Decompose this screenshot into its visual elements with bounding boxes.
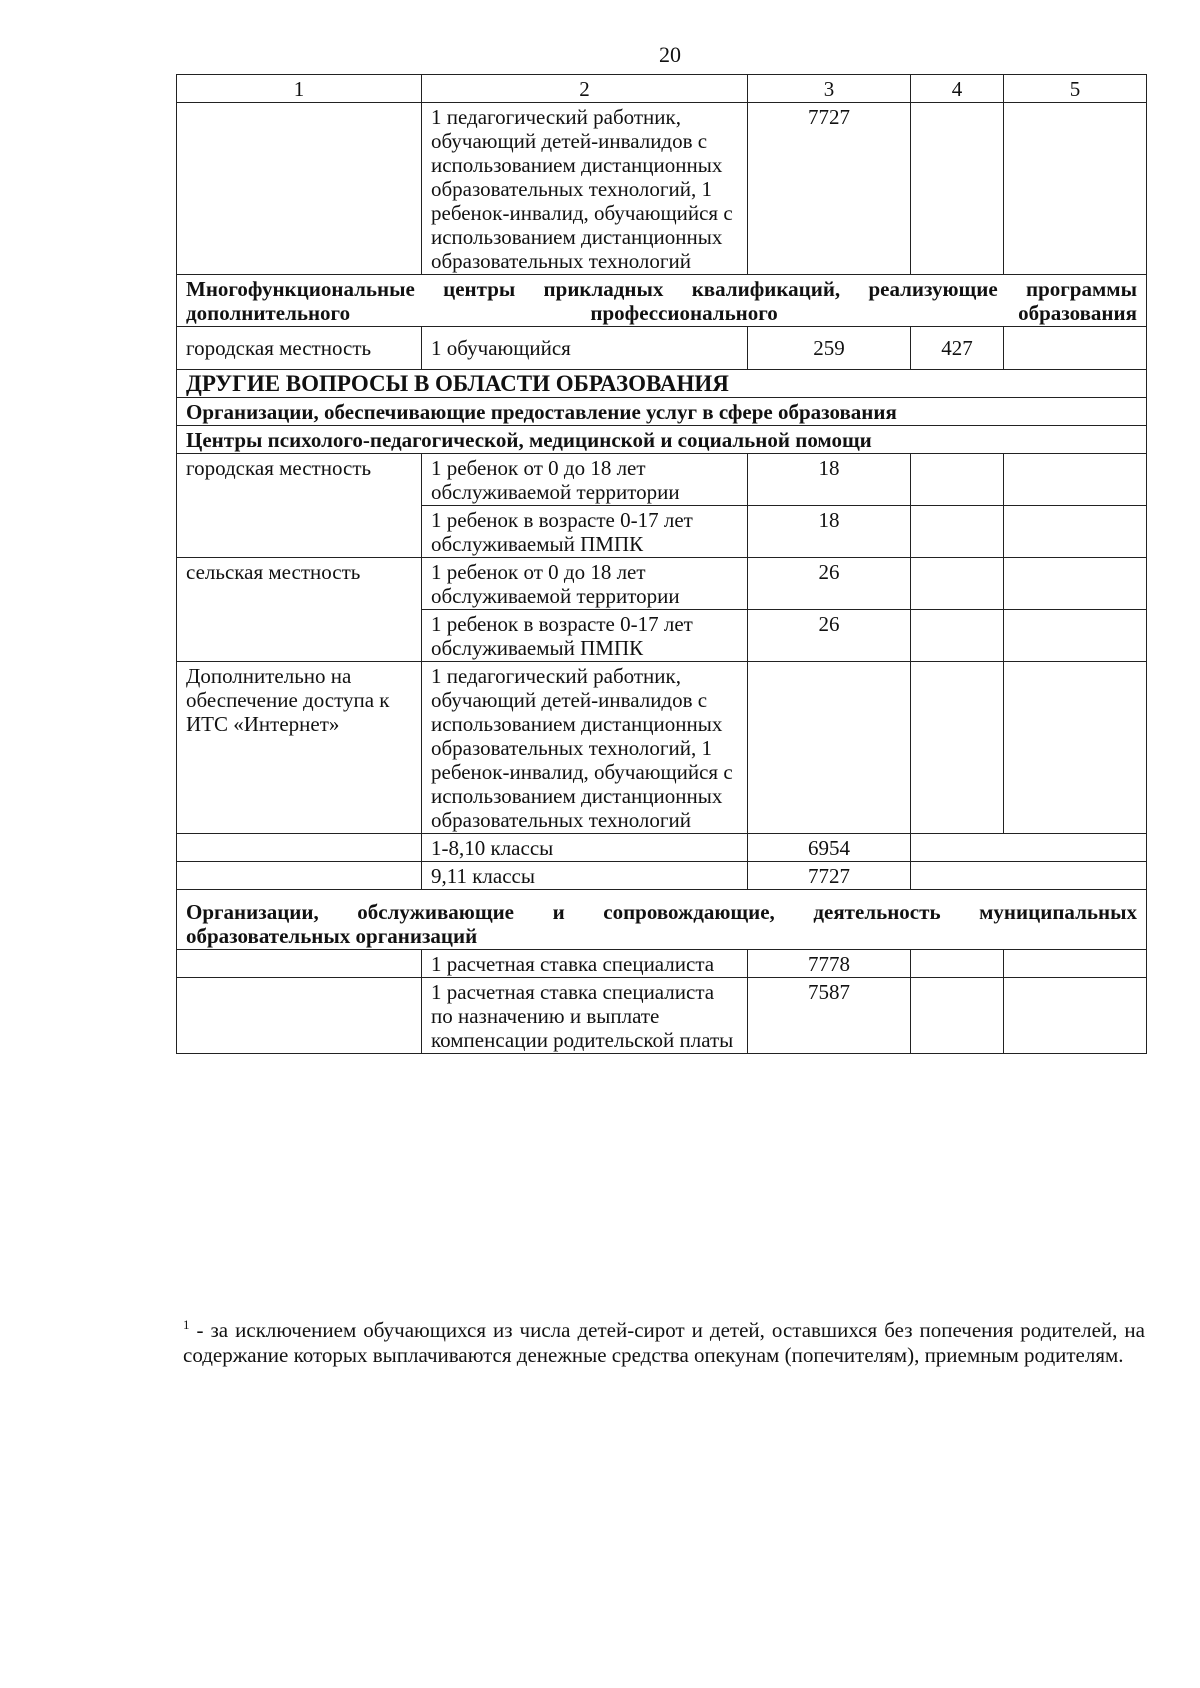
cell-col5 (1004, 978, 1147, 1054)
column-header-5: 5 (1004, 75, 1147, 103)
cell-value: 7778 (748, 950, 911, 978)
cell-unit: 1 обучающийся (422, 327, 748, 370)
cell-col4: 427 (911, 327, 1004, 370)
cell-col4-5 (911, 834, 1147, 862)
cell-territory (177, 862, 422, 890)
cell-col5 (1004, 662, 1147, 834)
cell-value: 18 (748, 506, 911, 558)
cell-value: 26 (748, 610, 911, 662)
cell-value: 7727 (748, 103, 911, 275)
cell-value: 18 (748, 454, 911, 506)
cell-col5 (1004, 103, 1147, 275)
cell-territory (177, 978, 422, 1054)
cell-unit: 1 ребенок от 0 до 18 лет обслуживаемой территории (422, 558, 748, 610)
cell-unit: 1-8,10 классы (422, 834, 748, 862)
section-row (177, 426, 1147, 454)
footnote (183, 1312, 1145, 1368)
table-row (177, 103, 1147, 275)
cell-col5 (1004, 558, 1147, 610)
cell-value: 259 (748, 327, 911, 370)
table-row (177, 862, 1147, 890)
cell-col5 (1004, 610, 1147, 662)
cell-col4 (911, 610, 1004, 662)
cell-territory: Дополнительно на обеспечение доступа к ИТС «Интернет» (177, 662, 422, 834)
cell-col4 (911, 978, 1004, 1054)
table-row (177, 327, 1147, 370)
cell-col4 (911, 454, 1004, 506)
cell-unit: 1 ребенок от 0 до 18 лет обслуживаемой территории (422, 454, 748, 506)
cell-col4 (911, 506, 1004, 558)
section-heading-mfc: Многофункциональные центры прикладных квалификаций, реализующие программы дополнительного профессионального образования (177, 275, 1147, 327)
norms-table (176, 74, 1147, 1054)
section-heading-service-orgs: Организации, обслуживающие и сопровождающие, деятельность муниципальных образовательных организаций (177, 890, 1147, 950)
footnote-text: - за исключением обучающихся из числа детей-сирот и детей, оставшихся без попечения родителей, на содержание которых выплачиваются денежные средства опекунам (попечителям), приемным родителям. (183, 1318, 1145, 1367)
cell-territory: городская местность (177, 454, 422, 558)
table-row (177, 950, 1147, 978)
cell-territory: сельская местность (177, 558, 422, 662)
cell-unit: 1 расчетная ставка специалиста по назначению и выплате компенсации родительской платы (422, 978, 748, 1054)
table-row (177, 662, 1147, 834)
cell-value: 26 (748, 558, 911, 610)
cell-territory: городская местность (177, 327, 422, 370)
table-row (177, 558, 1147, 610)
footnote-marker: 1 (183, 1317, 190, 1332)
cell-col4 (911, 950, 1004, 978)
cell-unit: 9,11 классы (422, 862, 748, 890)
cell-col4-5 (911, 862, 1147, 890)
section-row (177, 275, 1147, 327)
cell-territory (177, 950, 422, 978)
column-number-row (177, 75, 1147, 103)
column-header-3: 3 (748, 75, 911, 103)
section-row (177, 370, 1147, 398)
page-number: 20 (659, 42, 681, 67)
column-header-2: 2 (422, 75, 748, 103)
section-row (177, 398, 1147, 426)
table-row (177, 834, 1147, 862)
cell-col4 (911, 558, 1004, 610)
table-row (177, 978, 1147, 1054)
cell-unit: 1 расчетная ставка специалиста (422, 950, 748, 978)
cell-unit: 1 педагогический работник, обучающий детей-инвалидов с использованием дистанционных образовательных технологий, 1 ребенок-инвалид, обучающийся с использованием дистанционных образовательных технологий (422, 662, 748, 834)
cell-territory (177, 103, 422, 275)
table-row (177, 454, 1147, 506)
cell-value: 6954 (748, 834, 911, 862)
cell-col4 (911, 662, 1004, 834)
cell-unit: 1 педагогический работник, обучающий детей-инвалидов с использованием дистанционных образовательных технологий, 1 ребенок-инвалид, обучающийся с использованием дистанционных образовательных технологий (422, 103, 748, 275)
cell-unit: 1 ребенок в возрасте 0-17 лет обслуживаемый ПМПК (422, 506, 748, 558)
cell-col5 (1004, 506, 1147, 558)
cell-unit: 1 ребенок в возрасте 0-17 лет обслуживаемый ПМПК (422, 610, 748, 662)
section-heading-organizations: Организации, обеспечивающие предоставление услуг в сфере образования (177, 398, 1147, 426)
section-heading-other: ДРУГИЕ ВОПРОСЫ В ОБЛАСТИ ОБРАЗОВАНИЯ (177, 370, 1147, 398)
column-header-1: 1 (177, 75, 422, 103)
section-row (177, 890, 1147, 950)
cell-col5 (1004, 454, 1147, 506)
cell-value: 7727 (748, 862, 911, 890)
cell-value (748, 662, 911, 834)
cell-territory (177, 834, 422, 862)
cell-col5 (1004, 327, 1147, 370)
cell-col4 (911, 103, 1004, 275)
cell-col5 (1004, 950, 1147, 978)
column-header-4: 4 (911, 75, 1004, 103)
cell-value: 7587 (748, 978, 911, 1054)
section-heading-centers: Центры психолого-педагогической, медицинской и социальной помощи (177, 426, 1147, 454)
